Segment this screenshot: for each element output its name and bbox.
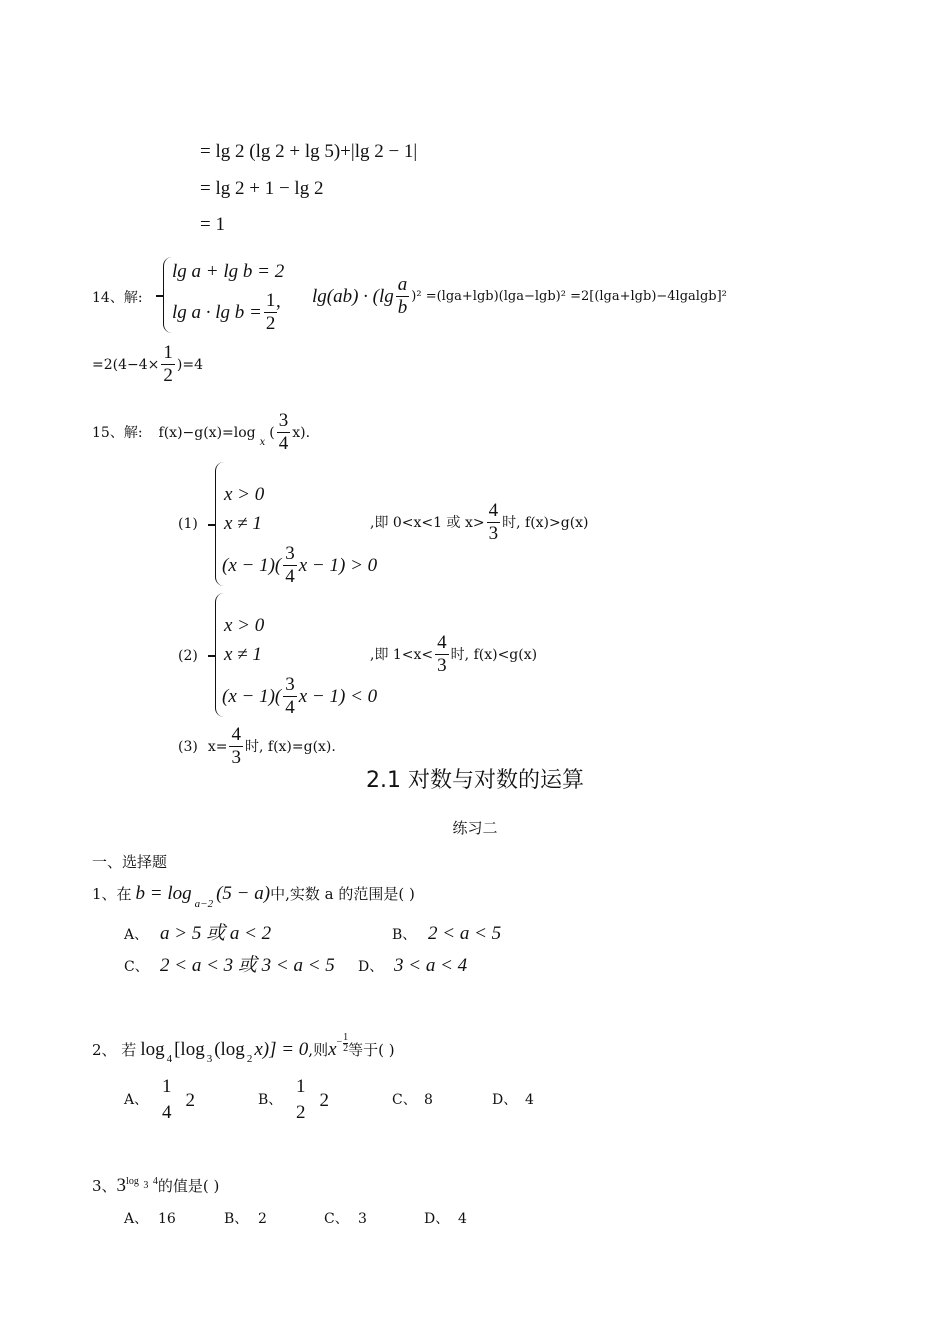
q2-B-den: 2 bbox=[296, 1102, 306, 1123]
sol15-case1-c3 bbox=[222, 543, 377, 588]
sol15-case2-c1: x > 0 bbox=[224, 615, 265, 636]
sol14-expr-right: )² =(lga+lgb)(lga−lgb)² =2[(lga+lgb)−4lgalgb]² bbox=[411, 289, 727, 304]
sol15-case1-c3-den: 4 bbox=[285, 566, 295, 587]
q3-exponent bbox=[126, 1176, 158, 1191]
q2-exponent bbox=[337, 1033, 349, 1054]
sol15-case2-c3-frac bbox=[283, 674, 297, 719]
q3-B-label: B、 bbox=[224, 1211, 249, 1227]
sol15-case2-result-left: ,即 1<x< bbox=[370, 646, 434, 663]
sol15-case2-c2: x ≠ 1 bbox=[224, 644, 262, 665]
q2-sub4: 4 bbox=[166, 1053, 173, 1065]
q2-tail: x)] = 0 bbox=[254, 1039, 309, 1060]
sol14-eq2-num: 1 bbox=[265, 290, 276, 311]
q1-A: a > 5 或 a < 2 bbox=[160, 923, 272, 944]
sol15-case2-result bbox=[370, 632, 537, 677]
sol14-expr bbox=[312, 274, 727, 319]
q2-mid: ,则 bbox=[308, 1041, 329, 1059]
q3-A: 16 bbox=[158, 1211, 176, 1227]
sol15-intro-mid: ( bbox=[269, 424, 275, 441]
sol14-expr-frac bbox=[396, 274, 410, 319]
q2-exp-den: 2 bbox=[343, 1042, 349, 1054]
sol15-case2-result-den: 3 bbox=[437, 655, 447, 676]
sol15-case2-c3-den: 4 bbox=[285, 697, 295, 718]
q1-B: 2 < a < 5 bbox=[428, 923, 502, 944]
sol15-case1-result bbox=[370, 500, 589, 545]
exercise-title: 练习二 bbox=[452, 819, 498, 837]
sol13-line2: = lg 2 + 1 − lg 2 bbox=[200, 178, 324, 199]
sol14-label: 14、解: bbox=[92, 290, 143, 306]
q3-C: 3 bbox=[358, 1211, 367, 1227]
q1-suffix: 中,实数 a 的范围是( ) bbox=[270, 885, 415, 903]
sol14-expr-den: b bbox=[397, 297, 408, 318]
sol15-case2-tag: (2) bbox=[178, 648, 198, 664]
q1-eq-left: b = log bbox=[135, 883, 192, 904]
sol15-case3 bbox=[178, 724, 336, 769]
sol15-case1-result-den: 3 bbox=[488, 523, 499, 544]
sol14-line2-left: =2(4−4× bbox=[92, 356, 160, 373]
sol13-line1: = lg 2 (lg 2 + lg 5)+|lg 2 − 1| bbox=[200, 141, 418, 162]
q3-prefix: 3、 bbox=[92, 1177, 117, 1195]
q2-stem bbox=[92, 1031, 395, 1065]
sol14-line2 bbox=[92, 342, 203, 387]
q2-C: 8 bbox=[424, 1092, 433, 1108]
q2-log4: log bbox=[140, 1039, 165, 1060]
sol14-expr-left: lg(ab) · (lg bbox=[312, 286, 394, 307]
sol15-intro-left: f(x)−g(x)=log bbox=[158, 424, 256, 441]
sol15-case2-c3 bbox=[222, 674, 377, 719]
q2-A-tail: 2 bbox=[185, 1089, 195, 1111]
q2-D: 4 bbox=[525, 1092, 534, 1108]
q2-exp-minus: − bbox=[336, 1037, 343, 1048]
q2-B-num: 1 bbox=[296, 1076, 306, 1097]
sol14-eq2 bbox=[172, 290, 279, 335]
q2-C-label: C、 bbox=[392, 1092, 417, 1108]
part-title: 一、选择题 bbox=[92, 853, 168, 871]
sol13-line3: = 1 bbox=[200, 214, 225, 235]
sol15-case3-tag: (3) bbox=[178, 738, 198, 755]
sol15-case1-result-frac bbox=[487, 500, 501, 545]
q1-A-label: A、 bbox=[124, 927, 149, 943]
sol15-case3-num: 4 bbox=[231, 724, 241, 745]
q1-eq-right: (5 − a) bbox=[216, 883, 271, 904]
sol14-comma: , bbox=[276, 291, 281, 312]
sol15-intro-sub: x bbox=[259, 436, 266, 448]
q2-B-tail: 2 bbox=[319, 1089, 329, 1111]
sol15-case3-left: x= bbox=[207, 738, 228, 755]
q1-B-label: B、 bbox=[392, 927, 417, 943]
q3-exp-sub: 3 bbox=[143, 1180, 149, 1191]
sol15-case2-result-frac bbox=[435, 632, 449, 677]
sol15-case1-c3-right: x − 1) > 0 bbox=[298, 555, 378, 576]
q2-x: x bbox=[328, 1039, 337, 1060]
sol15-case1-c3-num: 3 bbox=[285, 543, 295, 564]
q2-sub3: 3 bbox=[206, 1053, 213, 1065]
q3-B: 2 bbox=[258, 1211, 267, 1227]
q2-B bbox=[292, 1076, 329, 1124]
q1-eq-sub: a−2 bbox=[194, 898, 214, 910]
sol15-intro bbox=[92, 410, 310, 455]
q1-D-label: D、 bbox=[358, 959, 384, 975]
sol15-intro-num: 3 bbox=[278, 410, 289, 431]
q3-exp-tail: 4 bbox=[152, 1176, 158, 1187]
sol14-line2-num: 1 bbox=[163, 342, 173, 363]
sol15-intro-den: 4 bbox=[278, 433, 289, 454]
sol15-case3-frac bbox=[229, 724, 243, 769]
sol15-intro-frac bbox=[277, 410, 291, 455]
q2-B-label: B、 bbox=[258, 1092, 283, 1108]
sol15-case2-result-right: 时, f(x)<g(x) bbox=[450, 646, 538, 663]
sol15-case2-c3-num: 3 bbox=[285, 674, 295, 695]
q3-C-label: C、 bbox=[324, 1211, 349, 1227]
q2-suffix: 等于( ) bbox=[348, 1041, 395, 1059]
q1-prefix: 1、在 bbox=[92, 885, 132, 903]
q2-A-den: 4 bbox=[162, 1102, 172, 1123]
q3-base: 3 bbox=[116, 1175, 127, 1196]
q3-stem bbox=[92, 1176, 219, 1195]
q1-D: 3 < a < 4 bbox=[394, 955, 468, 976]
q2-exp-num: 1 bbox=[343, 1031, 349, 1043]
sol15-case1-result-left: ,即 0<x<1 或 x> bbox=[370, 514, 485, 531]
sol15-case1-c2: x ≠ 1 bbox=[224, 513, 262, 534]
sol15-case1-tag: (1) bbox=[178, 516, 198, 532]
q1-stem bbox=[92, 883, 415, 910]
q3-suffix: 的值是( ) bbox=[157, 1177, 220, 1195]
sol15-case1-result-num: 4 bbox=[488, 500, 499, 521]
sol14-eq2-den: 2 bbox=[265, 313, 276, 334]
q3-A-label: A、 bbox=[124, 1211, 149, 1227]
q2-A-frac bbox=[160, 1076, 174, 1124]
sol15-case1-result-right: 时, f(x)>g(x) bbox=[502, 514, 589, 531]
sol14-eq1: lg a + lg b = 2 bbox=[172, 261, 285, 282]
q2-D-label: D、 bbox=[492, 1092, 518, 1108]
sol15-case2-c3-left: (x − 1)( bbox=[222, 686, 282, 707]
q3-D: 4 bbox=[458, 1211, 467, 1227]
q2-log3: [log bbox=[174, 1039, 205, 1060]
q2-A bbox=[158, 1076, 195, 1124]
q2-sub2: 2 bbox=[246, 1053, 253, 1065]
sol14-brace bbox=[163, 257, 172, 333]
sol14-expr-num: a bbox=[397, 274, 408, 295]
q2-A-num: 1 bbox=[162, 1076, 172, 1097]
section-title: 2.1 对数与对数的运算 bbox=[366, 768, 584, 793]
sol14-line2-den: 2 bbox=[163, 365, 173, 386]
sol14-line2-right: )=4 bbox=[176, 356, 203, 373]
sol15-case1-c3-frac bbox=[283, 543, 297, 588]
q1-C-label: C、 bbox=[124, 959, 149, 975]
sol14-line2-frac bbox=[161, 342, 175, 387]
q1-C: 2 < a < 3 或 3 < a < 5 bbox=[160, 955, 335, 976]
q2-log2: (log bbox=[214, 1039, 245, 1060]
sol15-case1-c3-left: (x − 1)( bbox=[222, 555, 282, 576]
q3-D-label: D、 bbox=[424, 1211, 450, 1227]
sol14-eq2-left: lg a · lg b = bbox=[172, 302, 262, 323]
sol15-case2-c3-right: x − 1) < 0 bbox=[298, 686, 378, 707]
sol15-case3-right: 时, f(x)=g(x). bbox=[244, 738, 336, 755]
sol15-case2-result-num: 4 bbox=[437, 632, 447, 653]
q2-A-label: A、 bbox=[124, 1092, 149, 1108]
sol15-case3-den: 3 bbox=[231, 747, 241, 768]
q3-exp: log bbox=[126, 1176, 139, 1187]
q2-B-frac bbox=[294, 1076, 308, 1124]
sol15-intro-right: x). bbox=[292, 424, 311, 441]
q2-prefix: 2、 若 bbox=[92, 1041, 137, 1059]
sol15-label: 15、解: bbox=[92, 424, 143, 441]
sol15-case1-c1: x > 0 bbox=[224, 484, 265, 505]
